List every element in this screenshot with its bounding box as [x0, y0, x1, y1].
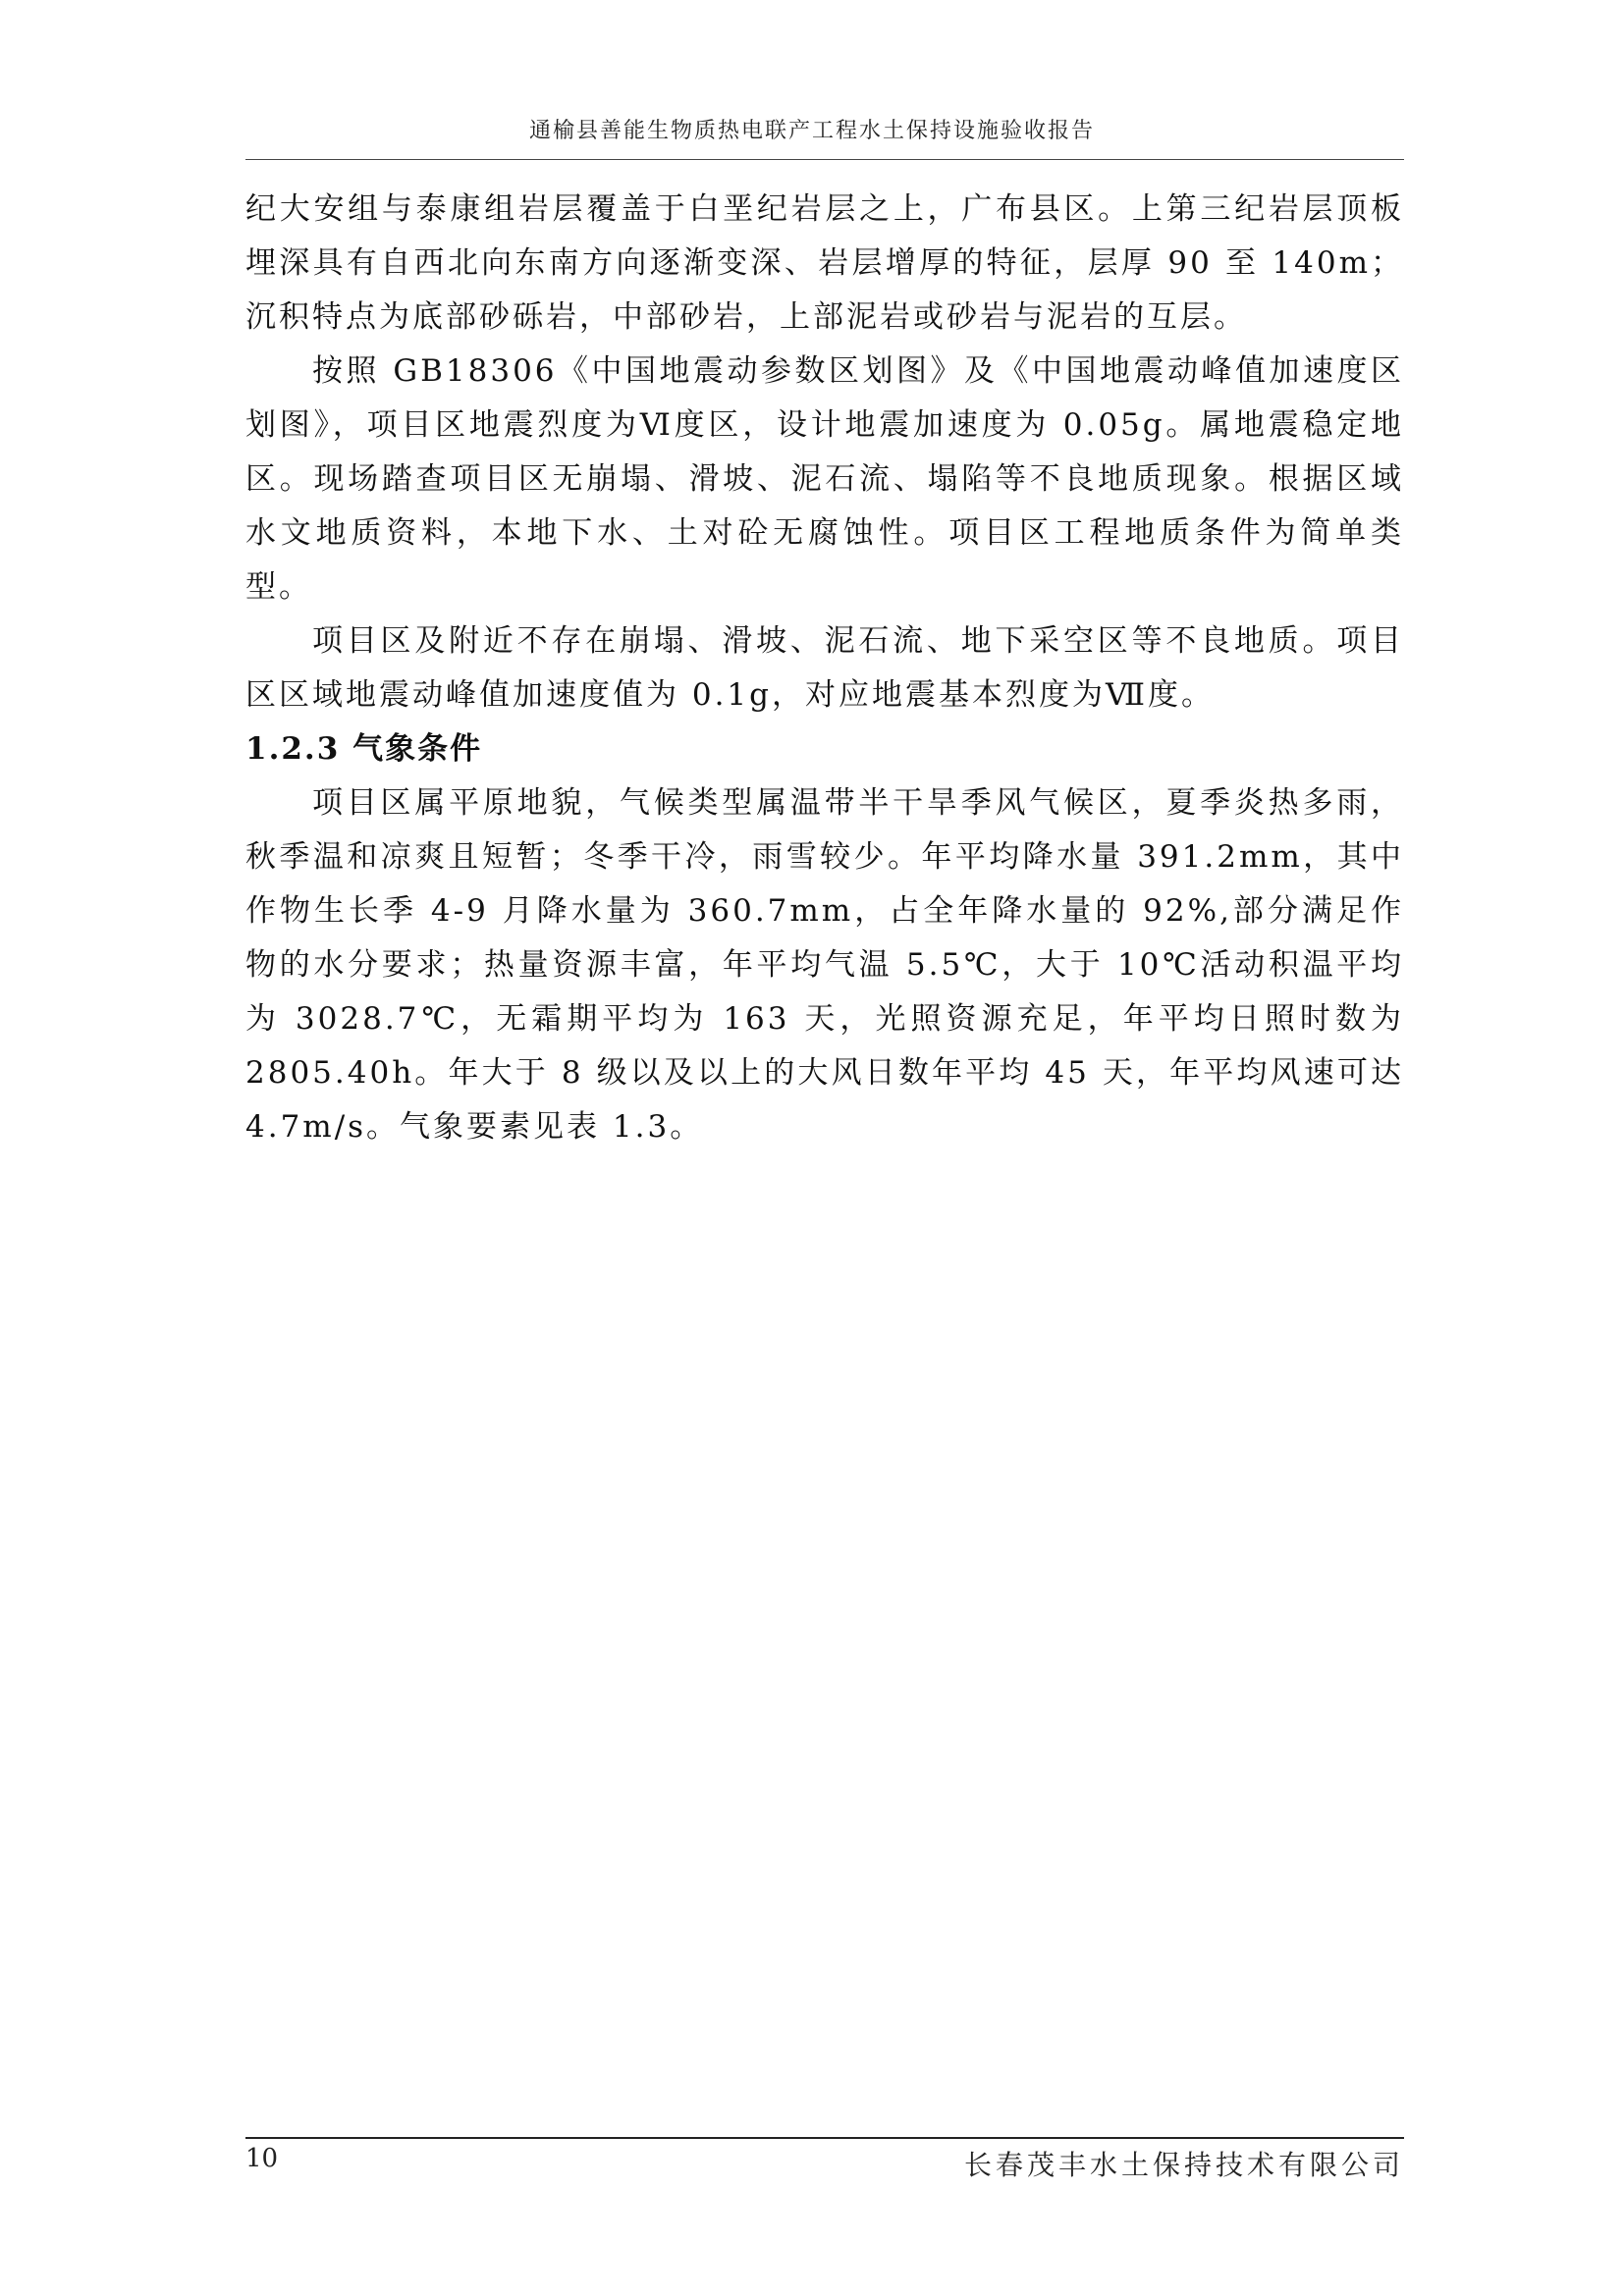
- footer-company-name: 长春茂丰水土保持技术有限公司: [963, 2149, 1404, 2181]
- paragraph-seismic: 按照 GB18306《中国地震动参数区划图》及《中国地震动峰值加速度区划图》，项目区地震烈度为Ⅵ度区，设计地震加速度为 0.05g。属地震稳定地区。现场踏查项目区无崩塌、滑坡、泥石流、塌陷等不良地质现象。根据区域水文地质资料，本地下水、土对砼无腐蚀性。项目区工程地质条件为简单类型。: [245, 353, 1404, 605]
- paragraph-climate: 项目区属平原地貌，气候类型属温带半干旱季风气候区，夏季炎热多雨，秋季温和凉爽且短暂；冬季干冷，雨雪较少。年平均降水量 391.2mm，其中作物生长季 4-9 月降水量为 360.7mm，占全年降水量的 92%,部分满足作物的水分要求；热量资源丰富，年平均气温 5.5℃，大于 10℃活动积温平均为 3028.7℃，无霜期平均为 163 天，光照资源充足，年平均日照时数为 2805.40h。年大于 8 级以及以上的大风日数年平均 45 天，年平均风速可达 4.7m/s。气象要素见表 1.3。: [245, 785, 1404, 1145]
- document-body: [245, 183, 1404, 1154]
- paragraph-adverse-geology: 项目区及附近不存在崩塌、滑坡、泥石流、地下采空区等不良地质。项目区区域地震动峰值加速度值为 0.1g，对应地震基本烈度为Ⅶ度。: [245, 623, 1404, 713]
- page-header-title: 通榆县善能生物质热电联产工程水土保持设施验收报告: [528, 119, 1095, 143]
- page-number: 10: [245, 2144, 279, 2173]
- header-divider: [245, 159, 1404, 160]
- footer-divider: [245, 2137, 1404, 2139]
- section-heading-climate: 1.2.3 气象条件: [245, 731, 483, 767]
- paragraph-geology-continued: 纪大安组与泰康组岩层覆盖于白垩纪岩层之上，广布县区。上第三纪岩层顶板埋深具有自西北向东南方向逐渐变深、岩层增厚的特征，层厚 90 至 140m；沉积特点为底部砂砾岩，中部砂岩，上部泥岩或砂岩与泥岩的互层。: [245, 191, 1404, 335]
